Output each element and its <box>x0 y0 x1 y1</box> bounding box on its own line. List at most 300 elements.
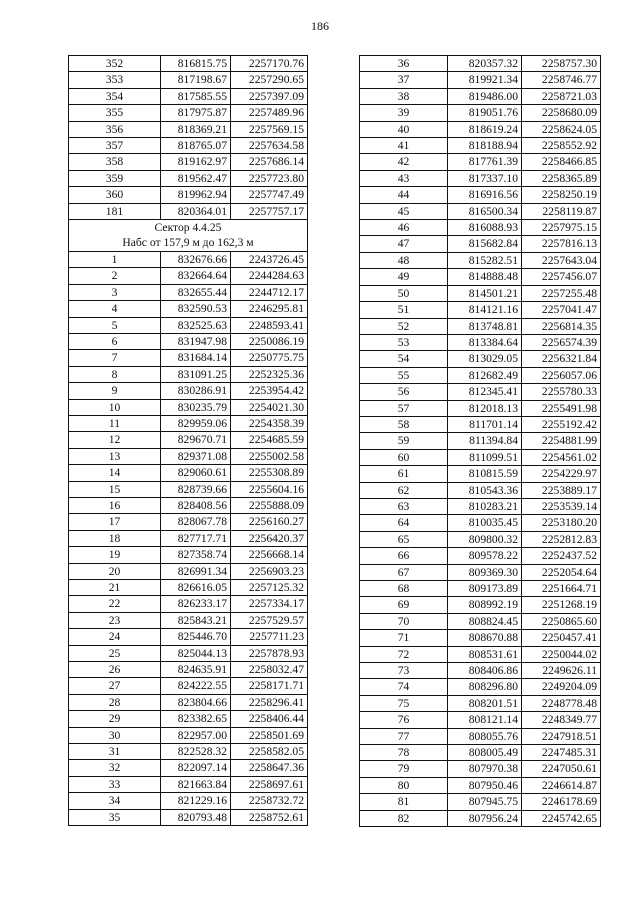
x-coordinate-cell: 810543.36 <box>448 482 522 498</box>
table-row <box>360 269 601 285</box>
x-coordinate-cell: 823804.66 <box>161 694 231 710</box>
point-number-cell: 19 <box>69 547 161 563</box>
y-coordinate-cell: 2257170.76 <box>231 56 308 72</box>
table-row <box>360 285 601 301</box>
y-coordinate-cell: 2249204.09 <box>522 679 601 695</box>
x-coordinate-cell: 808055.76 <box>448 728 522 744</box>
x-coordinate-cell: 817585.55 <box>161 88 231 104</box>
table-row <box>360 400 601 416</box>
table-row <box>69 563 308 579</box>
y-coordinate-cell: 2258757.30 <box>522 56 601 72</box>
y-coordinate-cell: 2255491.98 <box>522 400 601 416</box>
point-number-cell: 7 <box>69 350 161 366</box>
y-coordinate-cell: 2257125.32 <box>231 580 308 596</box>
point-number-cell: 29 <box>69 711 161 727</box>
table-row <box>69 711 308 727</box>
point-number-cell: 82 <box>360 810 448 826</box>
y-coordinate-cell: 2256668.14 <box>231 547 308 563</box>
y-coordinate-cell: 2247485.31 <box>522 745 601 761</box>
point-number-cell: 5 <box>69 317 161 333</box>
x-coordinate-cell: 807945.75 <box>448 794 522 810</box>
x-coordinate-cell: 825843.21 <box>161 612 231 628</box>
x-coordinate-cell: 832664.64 <box>161 268 231 284</box>
x-coordinate-cell: 822097.14 <box>161 760 231 776</box>
y-coordinate-cell: 2248778.48 <box>522 695 601 711</box>
table-row <box>69 105 308 121</box>
x-coordinate-cell: 808992.19 <box>448 597 522 613</box>
table-row <box>360 351 601 367</box>
y-coordinate-cell: 2253539.14 <box>522 498 601 514</box>
point-number-cell: 22 <box>69 596 161 612</box>
point-number-cell: 359 <box>69 170 161 186</box>
y-coordinate-cell: 2258119.87 <box>522 203 601 219</box>
point-number-cell: 42 <box>360 154 448 170</box>
y-coordinate-cell: 2256903.23 <box>231 563 308 579</box>
point-number-cell: 31 <box>69 744 161 760</box>
y-coordinate-cell: 2257041.47 <box>522 302 601 318</box>
table-row <box>360 121 601 137</box>
y-coordinate-cell: 2251664.71 <box>522 581 601 597</box>
y-coordinate-cell: 2255888.09 <box>231 497 308 513</box>
x-coordinate-cell: 820357.32 <box>448 56 522 72</box>
x-coordinate-cell: 811701.14 <box>448 416 522 432</box>
table-row <box>360 433 601 449</box>
point-number-cell: 51 <box>360 302 448 318</box>
y-coordinate-cell: 2247918.51 <box>522 728 601 744</box>
x-coordinate-cell: 817761.39 <box>448 154 522 170</box>
y-coordinate-cell: 2258296.41 <box>231 694 308 710</box>
x-coordinate-cell: 823382.65 <box>161 711 231 727</box>
point-number-cell: 65 <box>360 531 448 547</box>
x-coordinate-cell: 828408.56 <box>161 497 231 513</box>
table-row <box>360 187 601 203</box>
x-coordinate-cell: 822957.00 <box>161 727 231 743</box>
point-number-cell: 357 <box>69 138 161 154</box>
page-number: 186 <box>311 19 329 33</box>
point-number-cell: 43 <box>360 170 448 186</box>
y-coordinate-cell: 2258406.44 <box>231 711 308 727</box>
x-coordinate-cell: 828067.78 <box>161 514 231 530</box>
y-coordinate-cell: 2255604.16 <box>231 481 308 497</box>
point-number-cell: 1 <box>69 251 161 267</box>
point-number-cell: 49 <box>360 269 448 285</box>
x-coordinate-cell: 831684.14 <box>161 350 231 366</box>
point-number-cell: 23 <box>69 612 161 628</box>
table-row <box>360 220 601 236</box>
point-number-cell: 356 <box>69 121 161 137</box>
y-coordinate-cell: 2252325.36 <box>231 366 308 382</box>
point-number-cell: 58 <box>360 416 448 432</box>
x-coordinate-cell: 816088.93 <box>448 220 522 236</box>
point-number-cell: 12 <box>69 432 161 448</box>
table-row <box>69 121 308 137</box>
point-number-cell: 50 <box>360 285 448 301</box>
y-coordinate-cell: 2258746.77 <box>522 72 601 88</box>
x-coordinate-cell: 811394.84 <box>448 433 522 449</box>
x-coordinate-cell: 816500.34 <box>448 203 522 219</box>
table-row <box>360 334 601 350</box>
y-coordinate-cell: 2253180.20 <box>522 515 601 531</box>
table-row <box>69 268 308 284</box>
point-number-cell: 61 <box>360 466 448 482</box>
point-number-cell: 355 <box>69 105 161 121</box>
y-coordinate-cell: 2257456.07 <box>522 269 601 285</box>
y-coordinate-cell: 2258732.72 <box>231 793 308 809</box>
point-number-cell: 81 <box>360 794 448 810</box>
y-coordinate-cell: 2252437.52 <box>522 548 601 564</box>
x-coordinate-cell: 809578.22 <box>448 548 522 564</box>
x-coordinate-cell: 814121.16 <box>448 302 522 318</box>
x-coordinate-cell: 818188.94 <box>448 138 522 154</box>
point-number-cell: 47 <box>360 236 448 252</box>
point-number-cell: 30 <box>69 727 161 743</box>
y-coordinate-cell: 2257569.15 <box>231 121 308 137</box>
section-title: Сектор 4.4.25 <box>69 220 308 236</box>
table-row <box>69 383 308 399</box>
x-coordinate-cell: 812682.49 <box>448 367 522 383</box>
y-coordinate-cell: 2254881.99 <box>522 433 601 449</box>
y-coordinate-cell: 2257255.48 <box>522 285 601 301</box>
x-coordinate-cell: 812018.13 <box>448 400 522 416</box>
y-coordinate-cell: 2257489.96 <box>231 105 308 121</box>
table-row <box>69 284 308 300</box>
table-row <box>360 663 601 679</box>
table-row <box>360 712 601 728</box>
point-number-cell: 67 <box>360 564 448 580</box>
point-number-cell: 8 <box>69 366 161 382</box>
y-coordinate-cell: 2257290.65 <box>231 72 308 88</box>
x-coordinate-cell: 824635.91 <box>161 662 231 678</box>
point-number-cell: 352 <box>69 56 161 72</box>
x-coordinate-cell: 808406.86 <box>448 663 522 679</box>
x-coordinate-cell: 831091.25 <box>161 366 231 382</box>
table-row <box>360 810 601 826</box>
table-row <box>69 415 308 431</box>
y-coordinate-cell: 2257757.17 <box>231 203 308 219</box>
x-coordinate-cell: 817337.10 <box>448 170 522 186</box>
x-coordinate-cell: 816815.75 <box>161 56 231 72</box>
y-coordinate-cell: 2251268.19 <box>522 597 601 613</box>
table-row <box>360 777 601 793</box>
point-number-cell: 38 <box>360 88 448 104</box>
x-coordinate-cell: 813029.05 <box>448 351 522 367</box>
table-row <box>360 679 601 695</box>
point-number-cell: 10 <box>69 399 161 415</box>
point-number-cell: 25 <box>69 645 161 661</box>
x-coordinate-cell: 808531.61 <box>448 646 522 662</box>
point-number-cell: 59 <box>360 433 448 449</box>
table-row <box>69 317 308 333</box>
point-number-cell: 28 <box>69 694 161 710</box>
point-number-cell: 74 <box>360 679 448 695</box>
table-row <box>360 761 601 777</box>
x-coordinate-cell: 814501.21 <box>448 285 522 301</box>
point-number-cell: 181 <box>69 203 161 219</box>
x-coordinate-cell: 815682.84 <box>448 236 522 252</box>
table-row <box>360 515 601 531</box>
table-row <box>360 170 601 186</box>
x-coordinate-cell: 821229.16 <box>161 793 231 809</box>
y-coordinate-cell: 2252812.83 <box>522 531 601 547</box>
x-coordinate-cell: 827717.71 <box>161 530 231 546</box>
section-row <box>69 235 308 251</box>
x-coordinate-cell: 808121.14 <box>448 712 522 728</box>
y-coordinate-cell: 2257686.14 <box>231 154 308 170</box>
x-coordinate-cell: 807970.38 <box>448 761 522 777</box>
point-number-cell: 76 <box>360 712 448 728</box>
y-coordinate-cell: 2252054.64 <box>522 564 601 580</box>
x-coordinate-cell: 811099.51 <box>448 449 522 465</box>
y-coordinate-cell: 2254021.30 <box>231 399 308 415</box>
table-row <box>360 449 601 465</box>
x-coordinate-cell: 825044.13 <box>161 645 231 661</box>
table-row <box>69 497 308 513</box>
point-number-cell: 62 <box>360 482 448 498</box>
point-number-cell: 52 <box>360 318 448 334</box>
table-row <box>360 138 601 154</box>
x-coordinate-cell: 819562.47 <box>161 170 231 186</box>
x-coordinate-cell: 807956.24 <box>448 810 522 826</box>
y-coordinate-cell: 2258721.03 <box>522 88 601 104</box>
y-coordinate-cell: 2258552.92 <box>522 138 601 154</box>
table-row <box>360 56 601 72</box>
table-row <box>69 612 308 628</box>
point-number-cell: 4 <box>69 301 161 317</box>
section-row <box>69 220 308 236</box>
table-row <box>360 482 601 498</box>
table-row <box>360 416 601 432</box>
x-coordinate-cell: 808201.51 <box>448 695 522 711</box>
y-coordinate-cell: 2250086.19 <box>231 333 308 349</box>
point-number-cell: 24 <box>69 629 161 645</box>
point-number-cell: 48 <box>360 252 448 268</box>
point-number-cell: 16 <box>69 497 161 513</box>
x-coordinate-cell: 813748.81 <box>448 318 522 334</box>
x-coordinate-cell: 815282.51 <box>448 252 522 268</box>
y-coordinate-cell: 2250457.41 <box>522 630 601 646</box>
y-coordinate-cell: 2258365.89 <box>522 170 601 186</box>
point-number-cell: 14 <box>69 465 161 481</box>
y-coordinate-cell: 2257711.23 <box>231 629 308 645</box>
table-row <box>69 187 308 203</box>
y-coordinate-cell: 2256321.84 <box>522 351 601 367</box>
table-row <box>69 793 308 809</box>
point-number-cell: 56 <box>360 384 448 400</box>
y-coordinate-cell: 2244712.17 <box>231 284 308 300</box>
y-coordinate-cell: 2247050.61 <box>522 761 601 777</box>
y-coordinate-cell: 2253954.42 <box>231 383 308 399</box>
y-coordinate-cell: 2255192.42 <box>522 416 601 432</box>
point-number-cell: 68 <box>360 581 448 597</box>
table-row <box>360 597 601 613</box>
x-coordinate-cell: 822528.32 <box>161 744 231 760</box>
point-number-cell: 77 <box>360 728 448 744</box>
section-subtitle: Набс от 157,9 м до 162,3 м <box>69 235 308 251</box>
coordinates-table-left <box>68 55 308 826</box>
table-row <box>69 629 308 645</box>
y-coordinate-cell: 2258501.69 <box>231 727 308 743</box>
x-coordinate-cell: 808670.88 <box>448 630 522 646</box>
x-coordinate-cell: 820793.48 <box>161 809 231 825</box>
table-row <box>69 514 308 530</box>
point-number-cell: 354 <box>69 88 161 104</box>
x-coordinate-cell: 831947.98 <box>161 333 231 349</box>
point-number-cell: 46 <box>360 220 448 236</box>
table-row <box>360 154 601 170</box>
table-row <box>69 154 308 170</box>
x-coordinate-cell: 829670.71 <box>161 432 231 448</box>
x-coordinate-cell: 816916.56 <box>448 187 522 203</box>
table-row <box>69 138 308 154</box>
x-coordinate-cell: 824222.55 <box>161 678 231 694</box>
y-coordinate-cell: 2246614.87 <box>522 777 601 793</box>
table-row <box>360 252 601 268</box>
table-row <box>360 630 601 646</box>
y-coordinate-cell: 2256160.27 <box>231 514 308 530</box>
point-number-cell: 54 <box>360 351 448 367</box>
y-coordinate-cell: 2244284.63 <box>231 268 308 284</box>
point-number-cell: 71 <box>360 630 448 646</box>
y-coordinate-cell: 2254229.97 <box>522 466 601 482</box>
y-coordinate-cell: 2257816.13 <box>522 236 601 252</box>
point-number-cell: 44 <box>360 187 448 203</box>
table-row <box>69 596 308 612</box>
x-coordinate-cell: 810283.21 <box>448 498 522 514</box>
table-row <box>360 88 601 104</box>
coordinates-table-right <box>359 55 601 827</box>
x-coordinate-cell: 808005.49 <box>448 745 522 761</box>
table-row <box>69 547 308 563</box>
point-number-cell: 6 <box>69 333 161 349</box>
point-number-cell: 39 <box>360 105 448 121</box>
y-coordinate-cell: 2256574.39 <box>522 334 601 350</box>
point-number-cell: 358 <box>69 154 161 170</box>
point-number-cell: 33 <box>69 776 161 792</box>
table-row <box>69 530 308 546</box>
x-coordinate-cell: 809369.30 <box>448 564 522 580</box>
x-coordinate-cell: 832676.66 <box>161 251 231 267</box>
point-number-cell: 20 <box>69 563 161 579</box>
table-row <box>360 236 601 252</box>
point-number-cell: 13 <box>69 448 161 464</box>
y-coordinate-cell: 2245742.65 <box>522 810 601 826</box>
point-number-cell: 78 <box>360 745 448 761</box>
table-row <box>69 301 308 317</box>
x-coordinate-cell: 819486.00 <box>448 88 522 104</box>
table-row <box>360 302 601 318</box>
table-row <box>360 318 601 334</box>
y-coordinate-cell: 2258752.61 <box>231 809 308 825</box>
x-coordinate-cell: 814888.48 <box>448 269 522 285</box>
y-coordinate-cell: 2250865.60 <box>522 613 601 629</box>
y-coordinate-cell: 2246295.81 <box>231 301 308 317</box>
y-coordinate-cell: 2257878.93 <box>231 645 308 661</box>
table-row <box>69 580 308 596</box>
y-coordinate-cell: 2258250.19 <box>522 187 601 203</box>
x-coordinate-cell: 826616.05 <box>161 580 231 596</box>
table-row <box>69 203 308 219</box>
x-coordinate-cell: 827358.74 <box>161 547 231 563</box>
point-number-cell: 60 <box>360 449 448 465</box>
table-row <box>360 384 601 400</box>
table-row <box>69 465 308 481</box>
table-row <box>69 170 308 186</box>
x-coordinate-cell: 808296.80 <box>448 679 522 695</box>
y-coordinate-cell: 2256814.35 <box>522 318 601 334</box>
x-coordinate-cell: 818619.24 <box>448 121 522 137</box>
x-coordinate-cell: 810035.45 <box>448 515 522 531</box>
x-coordinate-cell: 819921.34 <box>448 72 522 88</box>
table-row <box>69 56 308 72</box>
point-number-cell: 41 <box>360 138 448 154</box>
x-coordinate-cell: 818765.07 <box>161 138 231 154</box>
table-row <box>69 645 308 661</box>
x-coordinate-cell: 813384.64 <box>448 334 522 350</box>
table-row <box>69 448 308 464</box>
y-coordinate-cell: 2257975.15 <box>522 220 601 236</box>
x-coordinate-cell: 817975.87 <box>161 105 231 121</box>
x-coordinate-cell: 829959.06 <box>161 415 231 431</box>
point-number-cell: 63 <box>360 498 448 514</box>
table-row <box>69 366 308 382</box>
y-coordinate-cell: 2255002.58 <box>231 448 308 464</box>
point-number-cell: 27 <box>69 678 161 694</box>
table-row <box>360 613 601 629</box>
table-row <box>360 794 601 810</box>
point-number-cell: 2 <box>69 268 161 284</box>
y-coordinate-cell: 2258466.85 <box>522 154 601 170</box>
x-coordinate-cell: 807950.46 <box>448 777 522 793</box>
x-coordinate-cell: 819962.94 <box>161 187 231 203</box>
table-row <box>360 72 601 88</box>
point-number-cell: 55 <box>360 367 448 383</box>
point-number-cell: 75 <box>360 695 448 711</box>
y-coordinate-cell: 2258647.36 <box>231 760 308 776</box>
x-coordinate-cell: 819162.97 <box>161 154 231 170</box>
y-coordinate-cell: 2250775.75 <box>231 350 308 366</box>
table-row <box>69 251 308 267</box>
y-coordinate-cell: 2255780.33 <box>522 384 601 400</box>
y-coordinate-cell: 2257529.57 <box>231 612 308 628</box>
x-coordinate-cell: 829371.08 <box>161 448 231 464</box>
y-coordinate-cell: 2256057.06 <box>522 367 601 383</box>
point-number-cell: 40 <box>360 121 448 137</box>
table-row <box>69 72 308 88</box>
table-row <box>360 531 601 547</box>
table-row <box>69 333 308 349</box>
point-number-cell: 79 <box>360 761 448 777</box>
table-row <box>69 809 308 825</box>
y-coordinate-cell: 2246178.69 <box>522 794 601 810</box>
table-row <box>360 466 601 482</box>
point-number-cell: 72 <box>360 646 448 662</box>
x-coordinate-cell: 817198.67 <box>161 72 231 88</box>
x-coordinate-cell: 819051.76 <box>448 105 522 121</box>
y-coordinate-cell: 2253889.17 <box>522 482 601 498</box>
point-number-cell: 17 <box>69 514 161 530</box>
x-coordinate-cell: 818369.21 <box>161 121 231 137</box>
x-coordinate-cell: 812345.41 <box>448 384 522 400</box>
point-number-cell: 80 <box>360 777 448 793</box>
point-number-cell: 15 <box>69 481 161 497</box>
y-coordinate-cell: 2257634.58 <box>231 138 308 154</box>
point-number-cell: 32 <box>69 760 161 776</box>
y-coordinate-cell: 2258697.61 <box>231 776 308 792</box>
table-row <box>360 203 601 219</box>
table-row <box>360 695 601 711</box>
point-number-cell: 360 <box>69 187 161 203</box>
y-coordinate-cell: 2250044.02 <box>522 646 601 662</box>
